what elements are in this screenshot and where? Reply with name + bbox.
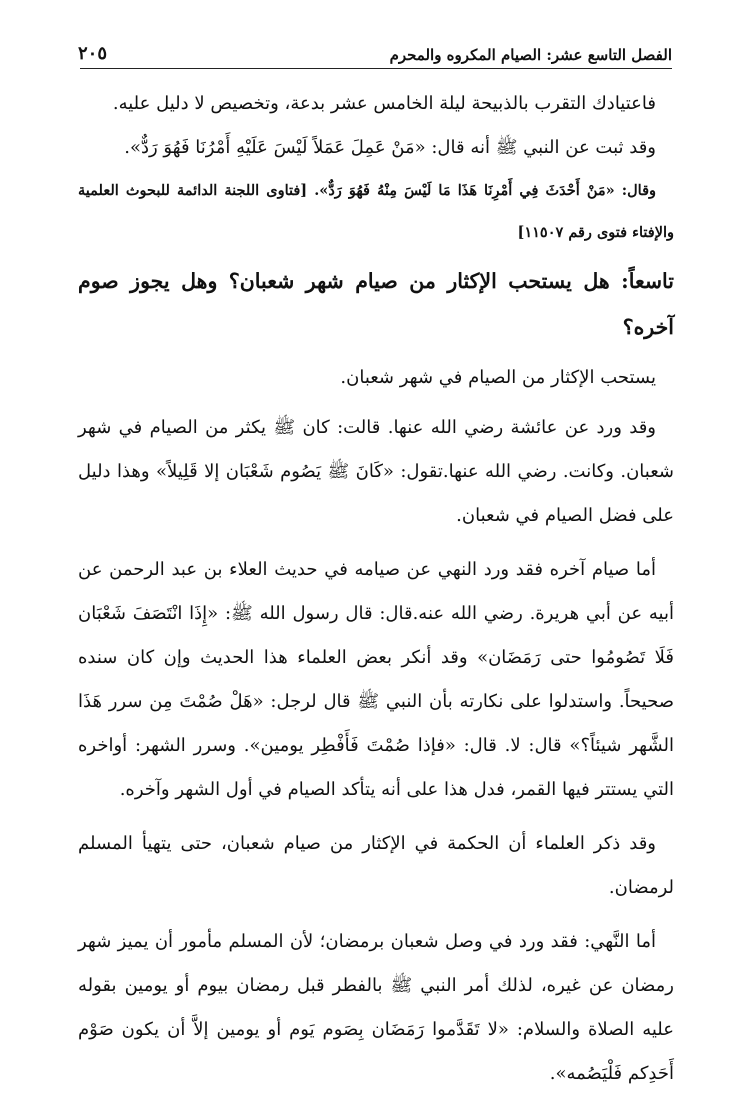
paragraph-7: وقد ذكر العلماء أن الحكمة في الإكثار من صيام شعبان، حتى يتهيأ المسلم لرمضان. bbox=[78, 833, 674, 898]
paragraph-5: وقد ورد عن عائشة رضي الله عنها. قالت: كان ﷺ يكثر من الصيام في شهر شعبان. وكانت. رضي الله عنها.تقول: «كَانَ ﷺ يَصُوم شَعْبَان إلا قَلِيلاً» وهذا دليل على فضل الصيام في شعبان. bbox=[78, 417, 674, 526]
paragraph-3-citation: وقال: «مَنْ أَحْدَثَ فِي أَمْرِنَا هَذَا مَا لَيْسَ مِنْهُ فَهُوَ رَدٌّ». [فتاوى اللجنة الدائمة للبحوث العلمية والإفتاء فتوى رقم ١١٥٠٧] bbox=[78, 182, 674, 241]
page-number: ٢٠٥ bbox=[78, 43, 108, 64]
paragraph-1: فاعتيادك التقرب بالذبيحة ليلة الخامس عشر بدعة، وتخصيص لا دليل عليه. bbox=[112, 93, 656, 114]
page-body bbox=[78, 82, 674, 1096]
section-question-heading: تاسعاً: هل يستحب الإكثار من صيام شهر شعبان؟ وهل يجوز صوم آخره؟ bbox=[78, 269, 674, 339]
page-header bbox=[78, 34, 672, 64]
header-divider bbox=[80, 68, 672, 69]
running-title: الفصل التاسع عشر: الصيام المكروه والمحرم bbox=[389, 46, 672, 64]
paragraph-2: وقد ثبت عن النبي ﷺ أنه قال: «مَنْ عَمِلَ عَمَلاً لَيْسَ عَلَيْهِ أَمْرُنَا فَهُوَ رَدٌّ». bbox=[124, 137, 656, 158]
paragraph-8: أما النَّهي: فقد ورد في وصل شعبان برمضان؛ لأن المسلم مأمور أن يميز شهر رمضان عن غيره، لذلك أمر النبي ﷺ بالفطر قبل رمضان بيوم أو يومين بقوله عليه الصلاة والسلام: «لا تَقَدَّموا رَمَضَان بِصَوم يَوم أو يومين إلاَّ أن يكون صَوْم أَحَدِكم فَلْيَصُمه». bbox=[78, 931, 674, 1084]
paragraph-6: أما صيام آخره فقد ورد النهي عن صيامه في حديث العلاء بن عبد الرحمن عن أبيه عن أبي هريرة. رضي الله عنه.قال: قال رسول الله ﷺ: «إِذَا انْتَصَفَ شَعْبَان فَلَا تَصُومُوا حتى رَمَضَان» وقد أنكر بعض العلماء هذا الحديث وإن كان سنده صحيحاً. واستدلوا على نكارته بأن النبي ﷺ قال لرجل: «هَلْ صُمْتَ مِن سرر هَذَا الشَّهر شيئاً؟» قال: لا. قال: «فإذا صُمْتَ فَأَفْطِر يومين». وسرر الشهر: أواخره التي يستتر فيها القمر، فدل هذا على أنه يتأكد الصيام في أول الشهر وآخره. bbox=[78, 559, 674, 800]
paragraph-4: يستحب الإكثار من الصيام في شهر شعبان. bbox=[340, 367, 656, 388]
